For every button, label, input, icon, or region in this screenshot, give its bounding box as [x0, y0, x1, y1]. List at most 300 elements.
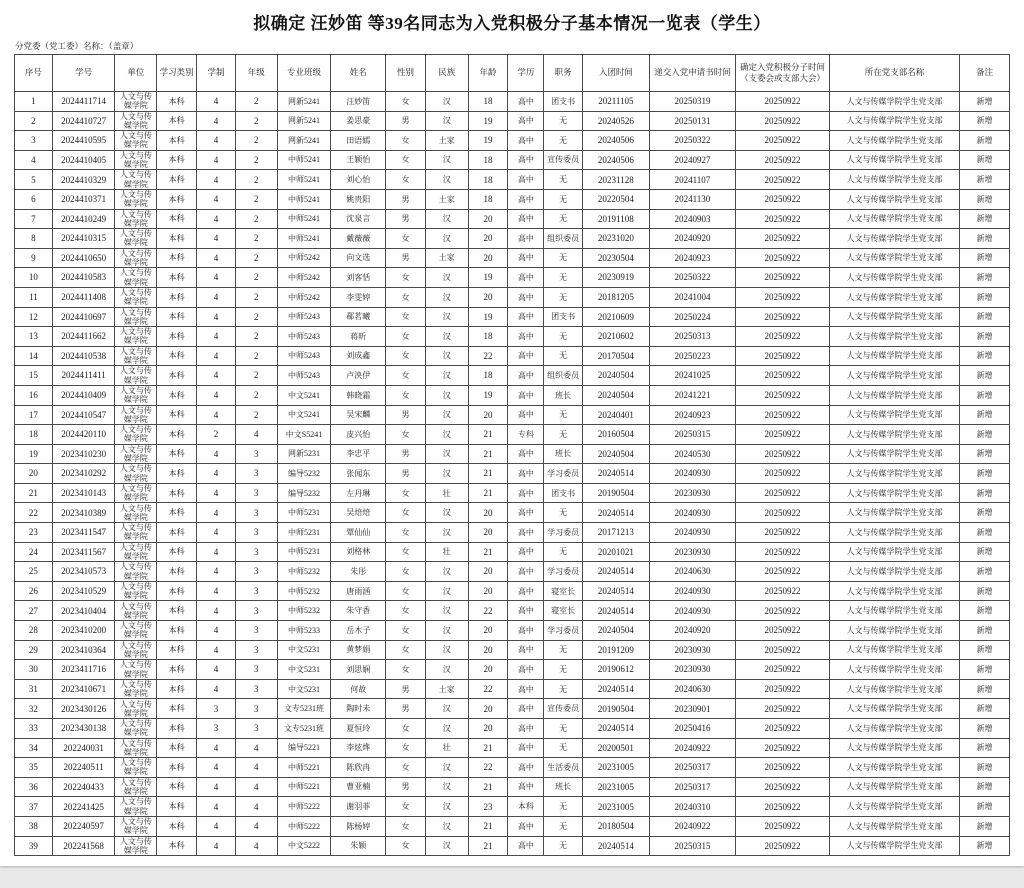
cell-education: 高中: [508, 523, 544, 543]
cell-ethnicity: 土家: [425, 131, 468, 151]
cell-position: 无: [544, 503, 583, 523]
cell-name: 王颖怡: [331, 150, 386, 170]
cell-branch-name: 人文与传媒学院学生党支部: [829, 640, 959, 660]
cell-gender: 女: [386, 327, 426, 347]
cell-league-join-date: 20160504: [583, 425, 650, 445]
cell-league-join-date: 20240504: [583, 444, 650, 464]
cell-gender: 女: [386, 621, 426, 641]
cell-remark: 新增: [960, 758, 1010, 778]
cell-study-category: 本科: [157, 464, 197, 484]
cell-application-date: 20240920: [649, 229, 736, 249]
cell-ethnicity: 汉: [425, 836, 468, 856]
cell-application-date: 20240630: [649, 562, 736, 582]
cell-ethnicity: 壮: [425, 738, 468, 758]
cell-study-category: 本科: [157, 92, 197, 112]
cell-branch-name: 人文与传媒学院学生党支部: [829, 621, 959, 641]
cell-ethnicity: 汉: [425, 405, 468, 425]
cell-education: 高中: [508, 464, 544, 484]
cell-class: 中文5231: [277, 640, 331, 660]
cell-name: 吴宋麟: [331, 405, 386, 425]
cell-grade: 2: [235, 366, 277, 386]
cell-gender: 女: [386, 581, 426, 601]
cell-league-join-date: 20240504: [583, 621, 650, 641]
cell-study-category: 本科: [157, 385, 197, 405]
cell-remark: 新增: [960, 542, 1010, 562]
cell-duration: 4: [197, 562, 236, 582]
cell-position: 寝室长: [544, 601, 583, 621]
cell-unit: 人文与传媒学院: [115, 777, 157, 797]
cell-unit: 人文与传媒学院: [115, 189, 157, 209]
cell-student-id: 2023410573: [52, 562, 115, 582]
cell-student-id: 2024411714: [52, 92, 115, 112]
cell-duration: 4: [197, 444, 236, 464]
cell-league-join-date: 20191108: [583, 209, 650, 229]
cell-name: 姚贵阳: [331, 189, 386, 209]
cell-education: 高中: [508, 366, 544, 386]
cell-age: 21: [468, 542, 508, 562]
cell-remark: 新增: [960, 464, 1010, 484]
cell-student-id: 2023410230: [52, 444, 115, 464]
table-row: [15, 131, 1010, 151]
cell-league-join-date: 20211105: [583, 92, 650, 112]
cell-study-category: 本科: [157, 405, 197, 425]
cell-activist-date: 20250922: [736, 738, 830, 758]
cell-class: 中师5243: [277, 366, 331, 386]
table-row: [15, 679, 1010, 699]
cell-age: 18: [468, 327, 508, 347]
cell-activist-date: 20250922: [736, 444, 830, 464]
cell-activist-date: 20250922: [736, 581, 830, 601]
cell-class: 中师5241: [277, 150, 331, 170]
cell-unit: 人文与传媒学院: [115, 366, 157, 386]
cell-branch-name: 人文与传媒学院学生党支部: [829, 562, 959, 582]
cell-remark: 新增: [960, 797, 1010, 817]
cell-study-category: 本科: [157, 307, 197, 327]
cell-student-id: 2023410389: [52, 503, 115, 523]
cell-student-id: 2024411662: [52, 327, 115, 347]
cell-position: 班长: [544, 777, 583, 797]
cell-grade: 4: [235, 425, 277, 445]
cell-student-id: 202240031: [52, 738, 115, 758]
cell-application-date: 20250224: [649, 307, 736, 327]
cell-league-join-date: 20190504: [583, 699, 650, 719]
cell-index: 16: [15, 385, 53, 405]
cell-ethnicity: 汉: [425, 425, 468, 445]
cell-class: 中文S5241: [277, 425, 331, 445]
cell-grade: 3: [235, 640, 277, 660]
cell-index: 2: [15, 111, 53, 131]
cell-league-join-date: 20240506: [583, 150, 650, 170]
cell-age: 19: [468, 131, 508, 151]
cell-class: 中师5231: [277, 523, 331, 543]
cell-name: 陈杨婷: [331, 816, 386, 836]
cell-ethnicity: 汉: [425, 719, 468, 739]
cell-league-join-date: 20181205: [583, 287, 650, 307]
cell-name: 韩晓霜: [331, 385, 386, 405]
cell-branch-name: 人文与传媒学院学生党支部: [829, 483, 959, 503]
cell-age: 21: [468, 816, 508, 836]
cell-gender: 男: [386, 405, 426, 425]
cell-grade: 4: [235, 816, 277, 836]
cell-study-category: 本科: [157, 719, 197, 739]
cell-duration: 4: [197, 483, 236, 503]
cell-index: 3: [15, 131, 53, 151]
cell-duration: 3: [197, 719, 236, 739]
cell-gender: 女: [386, 425, 426, 445]
cell-application-date: 20240922: [649, 738, 736, 758]
roster-table: [14, 54, 1010, 856]
cell-name: 何故: [331, 679, 386, 699]
cell-class: 编导5232: [277, 483, 331, 503]
cell-activist-date: 20250922: [736, 836, 830, 856]
cell-index: 10: [15, 268, 53, 288]
header-cell-age: 年龄: [468, 55, 508, 92]
cell-activist-date: 20250922: [736, 229, 830, 249]
cell-application-date: 20240530: [649, 444, 736, 464]
cell-application-date: 20250313: [649, 327, 736, 347]
roster-table-body: [15, 92, 1010, 856]
cell-student-id: 2023411567: [52, 542, 115, 562]
cell-activist-date: 20250922: [736, 92, 830, 112]
header-cell-grade: 年级: [235, 55, 277, 92]
cell-duration: 4: [197, 503, 236, 523]
cell-index: 36: [15, 777, 53, 797]
cell-league-join-date: 20210609: [583, 307, 650, 327]
cell-student-id: 2023430126: [52, 699, 115, 719]
cell-gender: 女: [386, 523, 426, 543]
cell-class: 文专5231班: [277, 719, 331, 739]
cell-age: 18: [468, 150, 508, 170]
cell-branch-name: 人文与传媒学院学生党支部: [829, 425, 959, 445]
cell-activist-date: 20250922: [736, 287, 830, 307]
cell-education: 高中: [508, 777, 544, 797]
cell-duration: 4: [197, 640, 236, 660]
cell-study-category: 本科: [157, 189, 197, 209]
cell-study-category: 本科: [157, 523, 197, 543]
cell-application-date: 20240930: [649, 581, 736, 601]
cell-position: 学习委员: [544, 464, 583, 484]
cell-remark: 新增: [960, 189, 1010, 209]
cell-ethnicity: 汉: [425, 660, 468, 680]
cell-branch-name: 人文与传媒学院学生党支部: [829, 366, 959, 386]
cell-branch-name: 人文与传媒学院学生党支部: [829, 209, 959, 229]
cell-class: 中师5232: [277, 581, 331, 601]
cell-name: 朱守香: [331, 601, 386, 621]
cell-branch-name: 人文与传媒学院学生党支部: [829, 758, 959, 778]
cell-league-join-date: 20240514: [583, 719, 650, 739]
cell-student-id: 202240433: [52, 777, 115, 797]
cell-position: 宣传委员: [544, 699, 583, 719]
cell-position: 团支书: [544, 92, 583, 112]
cell-name: 刘思娴: [331, 660, 386, 680]
cell-study-category: 本科: [157, 777, 197, 797]
cell-name: 刘格林: [331, 542, 386, 562]
cell-duration: 2: [197, 425, 236, 445]
cell-class: 中师5242: [277, 248, 331, 268]
cell-duration: 4: [197, 758, 236, 778]
cell-application-date: 20250131: [649, 111, 736, 131]
cell-student-id: 2023410364: [52, 640, 115, 660]
cell-gender: 女: [386, 170, 426, 190]
cell-remark: 新增: [960, 209, 1010, 229]
cell-unit: 人文与传媒学院: [115, 287, 157, 307]
cell-gender: 女: [386, 797, 426, 817]
cell-name: 岳木子: [331, 621, 386, 641]
cell-class: 网新5241: [277, 131, 331, 151]
cell-unit: 人文与传媒学院: [115, 601, 157, 621]
cell-application-date: 20230930: [649, 640, 736, 660]
cell-grade: 3: [235, 464, 277, 484]
cell-league-join-date: 20240514: [583, 464, 650, 484]
cell-activist-date: 20250922: [736, 660, 830, 680]
cell-age: 21: [468, 464, 508, 484]
cell-application-date: 20230930: [649, 542, 736, 562]
cell-grade: 3: [235, 523, 277, 543]
cell-activist-date: 20250922: [736, 719, 830, 739]
cell-application-date: 20240310: [649, 797, 736, 817]
cell-branch-name: 人文与传媒学院学生党支部: [829, 836, 959, 856]
cell-grade: 2: [235, 307, 277, 327]
cell-application-date: 20250317: [649, 758, 736, 778]
cell-ethnicity: 汉: [425, 581, 468, 601]
cell-class: 中师5222: [277, 816, 331, 836]
cell-ethnicity: 汉: [425, 640, 468, 660]
cell-class: 中文5222: [277, 836, 331, 856]
cell-age: 21: [468, 425, 508, 445]
cell-unit: 人文与传媒学院: [115, 699, 157, 719]
table-row: [15, 366, 1010, 386]
cell-name: 张闻东: [331, 464, 386, 484]
cell-study-category: 本科: [157, 562, 197, 582]
cell-name: 皮兴怡: [331, 425, 386, 445]
cell-branch-name: 人文与传媒学院学生党支部: [829, 327, 959, 347]
header-cell-name: 姓名: [331, 55, 386, 92]
cell-branch-name: 人文与传媒学院学生党支部: [829, 287, 959, 307]
cell-education: 高中: [508, 738, 544, 758]
cell-class: 中师5232: [277, 601, 331, 621]
cell-position: 无: [544, 542, 583, 562]
cell-study-category: 本科: [157, 797, 197, 817]
cell-age: 18: [468, 189, 508, 209]
cell-student-id: 2023410404: [52, 601, 115, 621]
cell-education: 高中: [508, 699, 544, 719]
table-row: [15, 307, 1010, 327]
cell-branch-name: 人文与传媒学院学生党支部: [829, 131, 959, 151]
cell-name: 戴薇薇: [331, 229, 386, 249]
cell-name: 陶时未: [331, 699, 386, 719]
cell-activist-date: 20250922: [736, 189, 830, 209]
cell-application-date: 20240927: [649, 150, 736, 170]
cell-league-join-date: 20240401: [583, 405, 650, 425]
cell-age: 23: [468, 797, 508, 817]
cell-application-date: 20250416: [649, 719, 736, 739]
cell-duration: 4: [197, 621, 236, 641]
cell-index: 5: [15, 170, 53, 190]
cell-remark: 新增: [960, 679, 1010, 699]
header-cell-index: 序号: [15, 55, 53, 92]
cell-unit: 人文与传媒学院: [115, 111, 157, 131]
cell-student-id: 2024420110: [52, 425, 115, 445]
cell-application-date: 20240630: [649, 679, 736, 699]
cell-position: 无: [544, 405, 583, 425]
cell-ethnicity: 土家: [425, 189, 468, 209]
cell-league-join-date: 20240526: [583, 111, 650, 131]
cell-student-id: 202241568: [52, 836, 115, 856]
cell-index: 31: [15, 679, 53, 699]
table-row: [15, 640, 1010, 660]
cell-branch-name: 人文与传媒学院学生党支部: [829, 189, 959, 209]
table-row: [15, 601, 1010, 621]
cell-student-id: 2023410292: [52, 464, 115, 484]
cell-activist-date: 20250922: [736, 797, 830, 817]
cell-gender: 男: [386, 189, 426, 209]
cell-ethnicity: 汉: [425, 601, 468, 621]
cell-study-category: 本科: [157, 621, 197, 641]
cell-unit: 人文与传媒学院: [115, 131, 157, 151]
cell-position: 无: [544, 836, 583, 856]
cell-education: 高中: [508, 385, 544, 405]
cell-position: 无: [544, 660, 583, 680]
cell-education: 高中: [508, 640, 544, 660]
cell-gender: 女: [386, 660, 426, 680]
cell-unit: 人文与传媒学院: [115, 170, 157, 190]
cell-education: 本科: [508, 797, 544, 817]
cell-student-id: 2024410405: [52, 150, 115, 170]
cell-grade: 4: [235, 777, 277, 797]
table-row: [15, 111, 1010, 131]
cell-duration: 4: [197, 170, 236, 190]
cell-unit: 人文与传媒学院: [115, 679, 157, 699]
cell-class: 中师5233: [277, 621, 331, 641]
cell-class: 中师5231: [277, 503, 331, 523]
cell-index: 28: [15, 621, 53, 641]
cell-application-date: 20240923: [649, 405, 736, 425]
cell-activist-date: 20250922: [736, 131, 830, 151]
cell-grade: 3: [235, 699, 277, 719]
cell-position: 学习委员: [544, 562, 583, 582]
cell-branch-name: 人文与传媒学院学生党支部: [829, 777, 959, 797]
cell-class: 中师5243: [277, 346, 331, 366]
header-cell-branch-name: 所在党支部名称: [829, 55, 959, 92]
cell-name: 李忠平: [331, 444, 386, 464]
cell-age: 20: [468, 229, 508, 249]
cell-ethnicity: 汉: [425, 562, 468, 582]
header-cell-remark: 备注: [960, 55, 1010, 92]
cell-index: 1: [15, 92, 53, 112]
cell-duration: 4: [197, 150, 236, 170]
cell-education: 高中: [508, 405, 544, 425]
cell-index: 17: [15, 405, 53, 425]
cell-education: 高中: [508, 111, 544, 131]
header-cell-study-category: 学习类别: [157, 55, 197, 92]
cell-class: 中师5241: [277, 189, 331, 209]
cell-age: 21: [468, 444, 508, 464]
cell-class: 中文5231: [277, 660, 331, 680]
cell-study-category: 本科: [157, 836, 197, 856]
cell-remark: 新增: [960, 229, 1010, 249]
document-title: 拟确定 汪妙笛 等39名同志为入党积极分子基本情况一览表（学生）: [253, 14, 771, 33]
cell-grade: 3: [235, 719, 277, 739]
cell-unit: 人文与传媒学院: [115, 660, 157, 680]
table-row: [15, 189, 1010, 209]
cell-class: 网新5241: [277, 92, 331, 112]
cell-age: 18: [468, 170, 508, 190]
cell-gender: 女: [386, 287, 426, 307]
cell-study-category: 本科: [157, 131, 197, 151]
cell-league-join-date: 20240504: [583, 385, 650, 405]
cell-branch-name: 人文与传媒学院学生党支部: [829, 542, 959, 562]
cell-duration: 4: [197, 836, 236, 856]
cell-grade: 4: [235, 738, 277, 758]
cell-duration: 4: [197, 777, 236, 797]
cell-education: 高中: [508, 542, 544, 562]
cell-index: 35: [15, 758, 53, 778]
cell-grade: 2: [235, 287, 277, 307]
cell-branch-name: 人文与传媒学院学生党支部: [829, 229, 959, 249]
cell-activist-date: 20250922: [736, 268, 830, 288]
cell-remark: 新增: [960, 346, 1010, 366]
cell-education: 高中: [508, 581, 544, 601]
cell-league-join-date: 20230504: [583, 248, 650, 268]
cell-duration: 4: [197, 405, 236, 425]
cell-education: 高中: [508, 287, 544, 307]
cell-student-id: 2023411547: [52, 523, 115, 543]
cell-index: 26: [15, 581, 53, 601]
cell-gender: 男: [386, 464, 426, 484]
cell-class: 中文5231: [277, 679, 331, 699]
cell-grade: 4: [235, 758, 277, 778]
cell-education: 高中: [508, 209, 544, 229]
cell-education: 高中: [508, 346, 544, 366]
cell-unit: 人文与传媒学院: [115, 719, 157, 739]
cell-name: 田语嫣: [331, 131, 386, 151]
cell-gender: 男: [386, 679, 426, 699]
cell-study-category: 本科: [157, 150, 197, 170]
cell-duration: 4: [197, 464, 236, 484]
cell-remark: 新增: [960, 307, 1010, 327]
cell-gender: 女: [386, 836, 426, 856]
cell-branch-name: 人文与传媒学院学生党支部: [829, 738, 959, 758]
cell-age: 21: [468, 483, 508, 503]
table-row: [15, 777, 1010, 797]
cell-position: 无: [544, 248, 583, 268]
cell-duration: 4: [197, 385, 236, 405]
table-row: [15, 346, 1010, 366]
table-row: [15, 150, 1010, 170]
cell-activist-date: 20250922: [736, 464, 830, 484]
cell-unit: 人文与传媒学院: [115, 92, 157, 112]
cell-gender: 女: [386, 92, 426, 112]
cell-application-date: 20241004: [649, 287, 736, 307]
cell-gender: 女: [386, 150, 426, 170]
cell-class: 文专5231班: [277, 699, 331, 719]
cell-gender: 男: [386, 444, 426, 464]
cell-application-date: 20240923: [649, 248, 736, 268]
cell-index: 37: [15, 797, 53, 817]
cell-ethnicity: 汉: [425, 111, 468, 131]
cell-age: 20: [468, 719, 508, 739]
cell-duration: 4: [197, 601, 236, 621]
cell-ethnicity: 汉: [425, 307, 468, 327]
table-row: [15, 268, 1010, 288]
cell-grade: 2: [235, 405, 277, 425]
cell-remark: 新增: [960, 816, 1010, 836]
cell-student-id: 202240597: [52, 816, 115, 836]
cell-position: 无: [544, 268, 583, 288]
cell-student-id: 2023410529: [52, 581, 115, 601]
cell-student-id: 2024410315: [52, 229, 115, 249]
cell-age: 20: [468, 699, 508, 719]
